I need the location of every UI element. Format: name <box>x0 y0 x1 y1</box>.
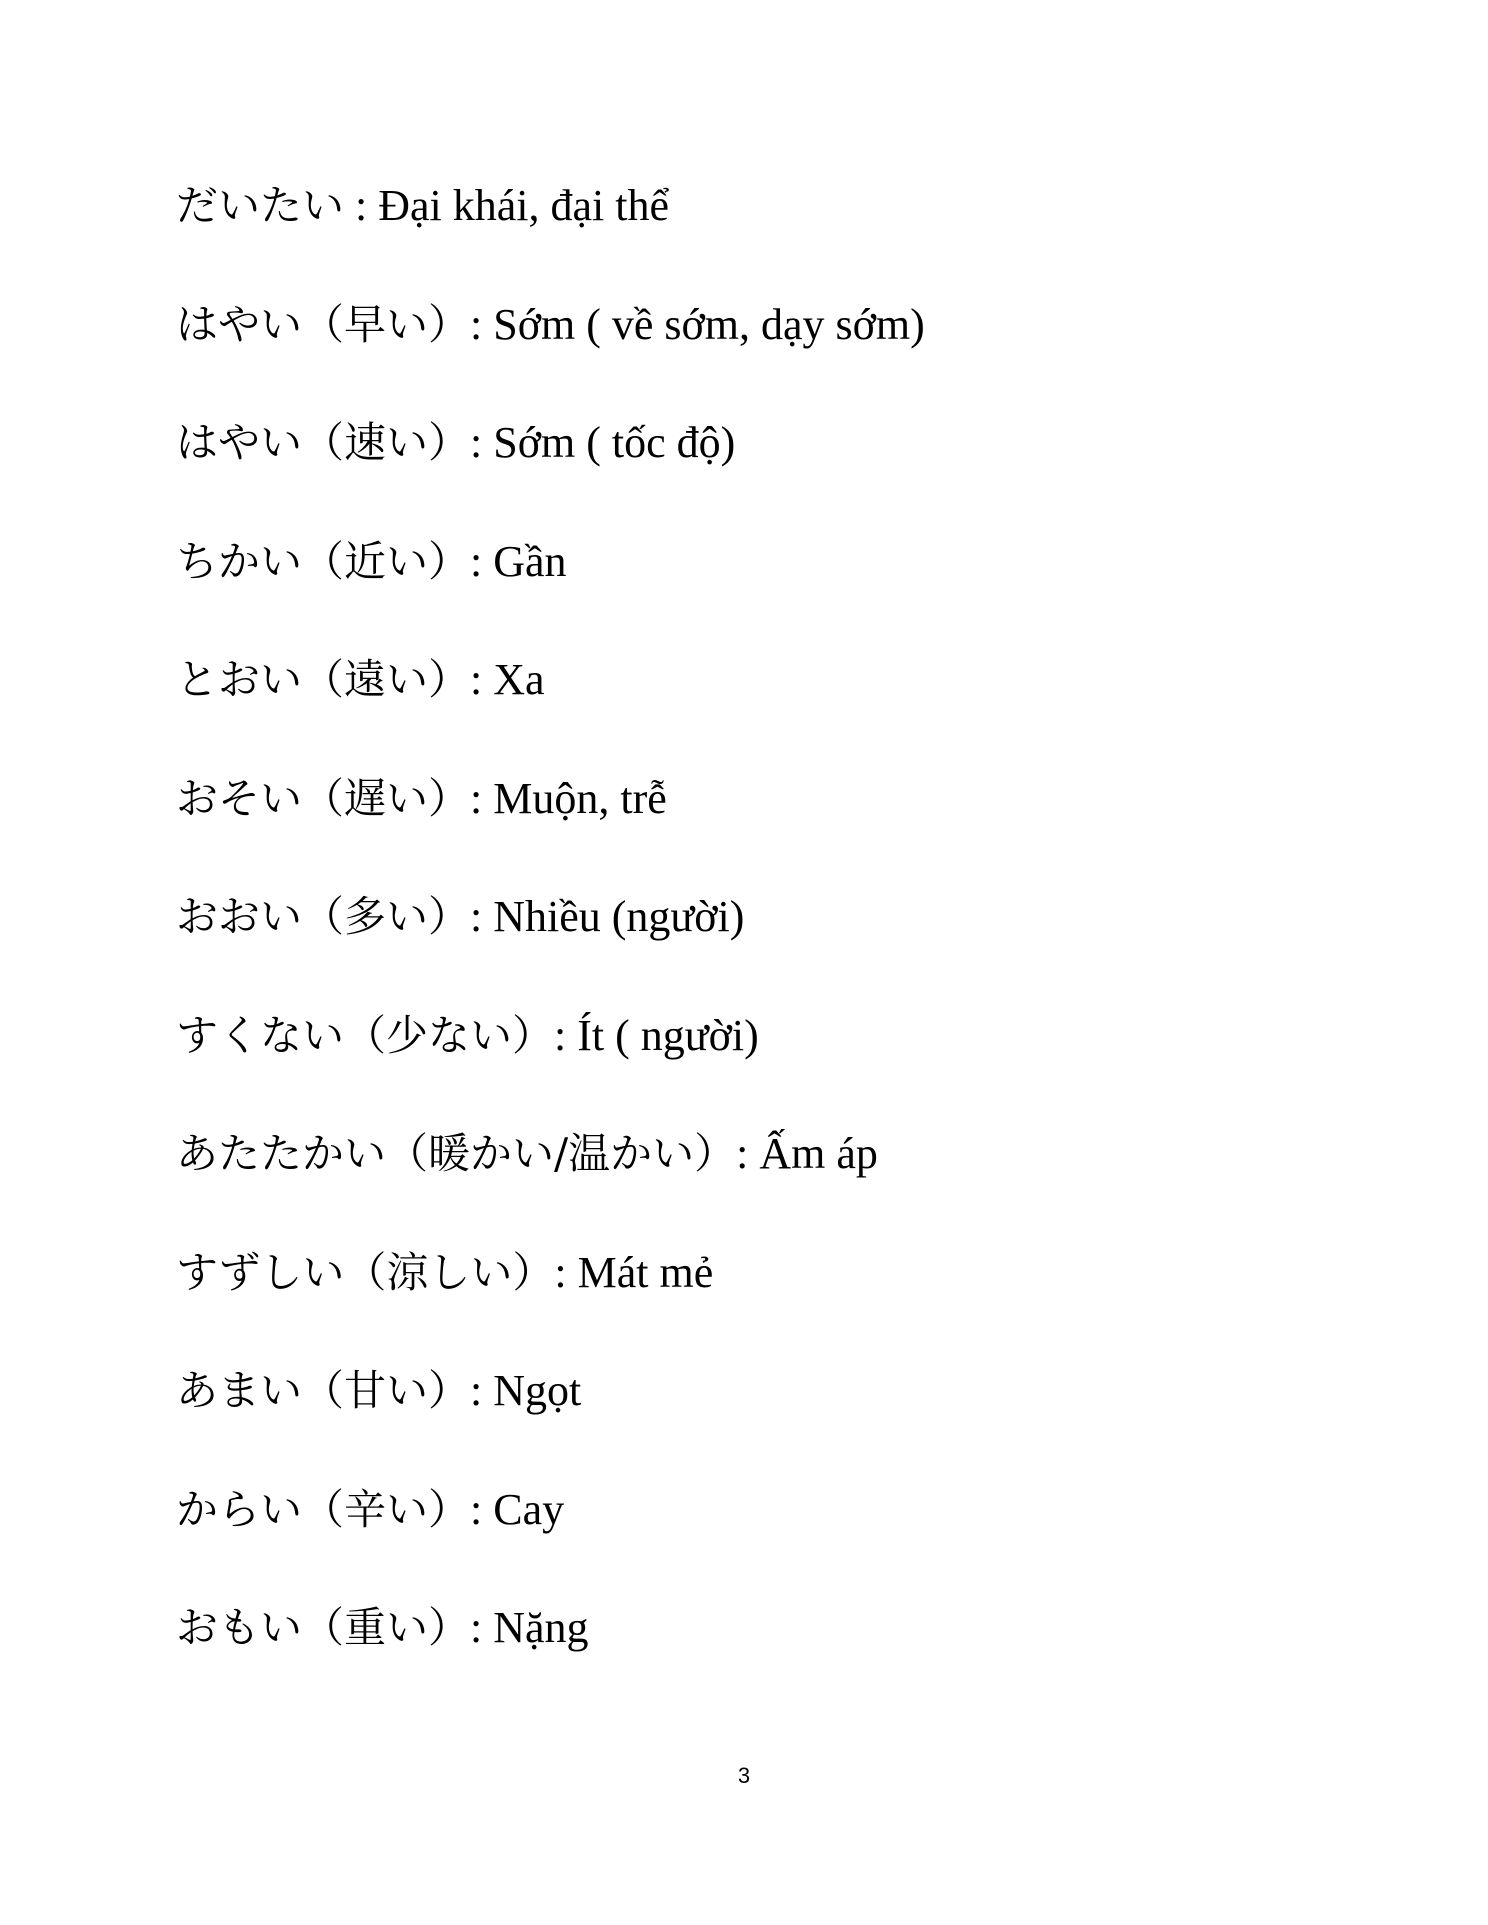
vocab-entry <box>176 887 1376 1006</box>
japanese-term: からい（辛い） <box>176 1484 471 1534</box>
vietnamese-meaning: : Gần <box>470 536 567 586</box>
vietnamese-meaning: : Muộn, trễ <box>470 773 667 823</box>
vietnamese-meaning: : Ít ( người) <box>554 1010 759 1060</box>
japanese-term: あまい（甘い） <box>176 1366 471 1415</box>
japanese-term: だいたい <box>176 181 345 230</box>
japanese-term: おそい（遅い） <box>176 773 471 823</box>
japanese-term: とおい（遠い） <box>176 655 471 704</box>
japanese-term: おもい（重い） <box>176 1603 471 1652</box>
japanese-term: あたたかい（暖かい/温かい） <box>176 1129 737 1178</box>
vocab-entry <box>176 1243 1376 1362</box>
vocab-entry <box>176 1480 1376 1599</box>
vocabulary-list <box>176 176 1376 1717</box>
japanese-term: すずしい（涼しい） <box>176 1247 555 1297</box>
vocab-entry <box>176 650 1376 769</box>
japanese-term: ちかい（近い） <box>176 536 471 586</box>
vietnamese-meaning: : Sớm ( tốc độ) <box>470 418 736 467</box>
vietnamese-meaning: : Ngọt <box>470 1366 582 1415</box>
page-number: 3 <box>737 1763 751 1788</box>
japanese-term: はやい（速い） <box>176 418 471 467</box>
vocab-entry <box>176 1006 1376 1125</box>
vietnamese-meaning: : Ấm áp <box>736 1129 878 1178</box>
vocab-entry <box>176 1598 1376 1717</box>
vocab-entry <box>176 532 1376 651</box>
japanese-term: すくない（少ない） <box>176 1010 555 1060</box>
japanese-term: おおい（多い） <box>176 892 471 941</box>
vocab-entry <box>176 413 1376 532</box>
vocab-entry <box>176 176 1376 295</box>
vietnamese-meaning: : Sớm ( về sớm, dạy sớm) <box>470 299 925 349</box>
vietnamese-meaning: : Xa <box>470 655 545 704</box>
vocab-entry <box>176 769 1376 888</box>
japanese-term: はやい（早い） <box>176 299 471 349</box>
vietnamese-meaning: : Nhiều (người) <box>470 892 745 941</box>
vocab-entry <box>176 1361 1376 1480</box>
vocab-entry <box>176 295 1376 414</box>
vietnamese-meaning: : Mát mẻ <box>554 1247 714 1297</box>
vocab-entry <box>176 1124 1376 1243</box>
vietnamese-meaning: : Nặng <box>470 1603 589 1652</box>
vietnamese-meaning: : Đại khái, đại thể <box>344 181 670 230</box>
vietnamese-meaning: : Cay <box>470 1484 565 1534</box>
